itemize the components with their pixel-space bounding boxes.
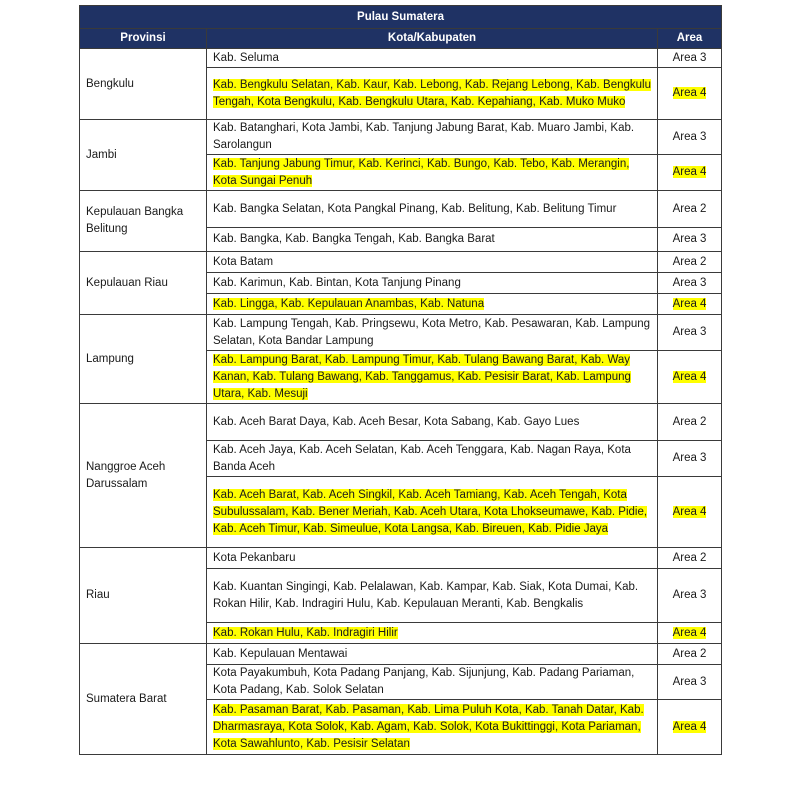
province-name: Lampung bbox=[80, 315, 207, 404]
area-badge: Area 3 bbox=[672, 452, 707, 464]
area-cell bbox=[658, 273, 722, 294]
area-cell bbox=[658, 569, 722, 623]
cities-cell bbox=[207, 252, 658, 273]
area-badge: Area 2 bbox=[672, 255, 707, 268]
province-name: Kepulauan Bangka Belitung bbox=[80, 191, 207, 252]
cities-text: Kab. Batanghari, Kota Jambi, Kab. Tanjung Jabung Barat, Kab. Muaro Jambi, Kab. Sarolangun bbox=[213, 122, 635, 151]
cities-text-highlighted: Kab. Aceh Barat, Kab. Aceh Singkil, Kab. Aceh Tamiang, Kab. Aceh Tengah, Kota Subulussalam, Kab. Bener Meriah, Kab. Aceh Utara, Kota Lhokseumawe, Kab. Pidie, Kab. Aceh Timur, Kab. Simeulue, Kota Langsa, Kab. Bireuen, Kab. Pidie Jaya bbox=[213, 488, 648, 535]
table-row bbox=[80, 191, 722, 228]
header-provinsi: Provinsi bbox=[80, 29, 207, 49]
table-row bbox=[80, 315, 722, 351]
cities-cell bbox=[207, 441, 658, 477]
table-title: Pulau Sumatera bbox=[80, 6, 722, 29]
cities-text: Kab. Kuantan Singingi, Kab. Pelalawan, Kab. Kampar, Kab. Siak, Kota Dumai, Kab. Rokan Hilir, Kab. Indragiri Hulu, Kab. Kepulauan Meranti, Kab. Bengkalis bbox=[213, 580, 639, 610]
table-row bbox=[80, 548, 722, 569]
cities-cell bbox=[207, 49, 658, 68]
cities-text: Kab. Bangka Selatan, Kota Pangkal Pinang, Kab. Belitung, Kab. Belitung Timur bbox=[213, 202, 617, 215]
area-badge: Area 2 bbox=[672, 415, 707, 428]
province-name: Jambi bbox=[80, 120, 207, 191]
cities-text-highlighted: Kab. Tanjung Jabung Timur, Kab. Kerinci, Kab. Bungo, Kab. Tebo, Kab. Merangin, Kota Sungai Penuh bbox=[213, 157, 630, 187]
cities-cell bbox=[207, 120, 658, 155]
area-badge-highlighted: Area 4 bbox=[672, 505, 707, 518]
area-badge: Area 2 bbox=[672, 647, 707, 660]
area-badge: Area 2 bbox=[672, 551, 707, 564]
area-cell bbox=[658, 315, 722, 351]
area-cell bbox=[658, 404, 722, 441]
cities-text-highlighted: Kab. Lampung Barat, Kab. Lampung Timur, Kab. Tulang Bawang Barat, Kab. Way Kanan, Kab. Tulang Bawang, Kab. Tanggamus, Kab. Pesisir Barat, Kab. Lampung Utara, Kab. Mesuji bbox=[213, 353, 631, 400]
cities-text: Kab. Lampung Tengah, Kab. Pringsewu, Kota Metro, Kab. Pesawaran, Kab. Lampung Selatan, Kota Bandar Lampung bbox=[213, 317, 651, 347]
area-cell bbox=[658, 252, 722, 273]
cities-cell bbox=[207, 569, 658, 623]
area-cell bbox=[658, 191, 722, 228]
table-row bbox=[80, 120, 722, 155]
area-cell bbox=[658, 351, 722, 404]
cities-cell bbox=[207, 155, 658, 191]
area-cell bbox=[658, 228, 722, 252]
cities-text: Kab. Bangka, Kab. Bangka Tengah, Kab. Bangka Barat bbox=[213, 233, 495, 245]
area-table-container bbox=[79, 5, 721, 755]
cities-cell bbox=[207, 665, 658, 700]
table-row bbox=[80, 404, 722, 441]
cities-text: Kab. Aceh Barat Daya, Kab. Aceh Besar, Kota Sabang, Kab. Gayo Lues bbox=[213, 415, 580, 428]
area-cell bbox=[658, 665, 722, 700]
cities-cell bbox=[207, 294, 658, 315]
cities-text: Kab. Karimun, Kab. Bintan, Kota Tanjung Pinang bbox=[213, 276, 461, 289]
area-badge: Area 3 bbox=[672, 233, 707, 245]
province-name: Sumatera Barat bbox=[80, 644, 207, 755]
cities-cell bbox=[207, 644, 658, 665]
area-badge: Area 3 bbox=[672, 326, 707, 338]
cities-cell bbox=[207, 273, 658, 294]
cities-text: Kab. Seluma bbox=[213, 51, 279, 64]
table-body bbox=[80, 49, 722, 755]
cities-cell bbox=[207, 68, 658, 120]
cities-cell bbox=[207, 351, 658, 404]
province-name: Riau bbox=[80, 548, 207, 644]
cities-text: Kab. Aceh Jaya, Kab. Aceh Selatan, Kab. Aceh Tenggara, Kab. Nagan Raya, Kota Banda Aceh bbox=[213, 443, 631, 473]
cities-cell bbox=[207, 315, 658, 351]
area-cell bbox=[658, 68, 722, 120]
area-badge: Area 3 bbox=[672, 276, 707, 289]
cities-cell bbox=[207, 404, 658, 441]
area-cell bbox=[658, 155, 722, 191]
area-cell bbox=[658, 477, 722, 548]
area-badge: Area 3 bbox=[672, 51, 707, 64]
area-cell bbox=[658, 441, 722, 477]
province-name: Kepulauan Riau bbox=[80, 252, 207, 315]
table-header-row bbox=[80, 29, 722, 49]
cities-text-highlighted: Kab. Lingga, Kab. Kepulauan Anambas, Kab. Natuna bbox=[213, 297, 485, 310]
cities-text-highlighted: Kab. Pasaman Barat, Kab. Pasaman, Kab. Lima Puluh Kota, Kab. Tanah Datar, Kab. Dharmasraya, Kota Solok, Kab. Agam, Kab. Solok, Kota Bukittinggi, Kota Pariaman, Kota Sawahlunto, Kab. Pesisir Selatan bbox=[213, 703, 644, 750]
cities-cell bbox=[207, 623, 658, 644]
cities-cell bbox=[207, 548, 658, 569]
table-row bbox=[80, 252, 722, 273]
area-badge-highlighted: Area 4 bbox=[672, 297, 707, 310]
area-cell bbox=[658, 700, 722, 755]
area-badge: Area 2 bbox=[672, 202, 707, 215]
area-badge-highlighted: Area 4 bbox=[672, 166, 707, 178]
cities-cell bbox=[207, 191, 658, 228]
area-cell bbox=[658, 49, 722, 68]
area-table bbox=[79, 5, 722, 755]
header-kota-kabupaten: Kota/Kabupaten bbox=[207, 29, 658, 49]
area-cell bbox=[658, 623, 722, 644]
area-badge: Area 3 bbox=[672, 130, 707, 143]
table-row bbox=[80, 644, 722, 665]
cities-cell bbox=[207, 700, 658, 755]
cities-text: Kab. Kepulauan Mentawai bbox=[213, 647, 348, 660]
table-title-row bbox=[80, 6, 722, 29]
cities-text: Kota Payakumbuh, Kota Padang Panjang, Kab. Sijunjung, Kab. Padang Pariaman, Kota Padang, Kab. Solok Selatan bbox=[213, 667, 635, 696]
header-area: Area bbox=[658, 29, 722, 49]
area-cell bbox=[658, 294, 722, 315]
cities-cell bbox=[207, 477, 658, 548]
area-badge-highlighted: Area 4 bbox=[672, 370, 707, 383]
area-cell bbox=[658, 120, 722, 155]
cities-text: Kota Pekanbaru bbox=[213, 551, 296, 564]
area-badge: Area 3 bbox=[672, 675, 707, 688]
area-cell bbox=[658, 548, 722, 569]
cities-cell bbox=[207, 228, 658, 252]
area-badge-highlighted: Area 4 bbox=[672, 87, 707, 99]
area-badge-highlighted: Area 4 bbox=[672, 626, 707, 639]
area-badge: Area 3 bbox=[672, 589, 707, 601]
area-badge-highlighted: Area 4 bbox=[672, 720, 707, 733]
cities-text-highlighted: Kab. Bengkulu Selatan, Kab. Kaur, Kab. Lebong, Kab. Rejang Lebong, Kab. Bengkulu Tengah, Kota Bengkulu, Kab. Bengkulu Utara, Kab. Kepahiang, Kab. Muko Muko bbox=[213, 78, 651, 108]
area-cell bbox=[658, 644, 722, 665]
province-name: Bengkulu bbox=[80, 49, 207, 120]
table-row bbox=[80, 49, 722, 68]
cities-text-highlighted: Kab. Rokan Hulu, Kab. Indragiri Hilir bbox=[213, 626, 398, 639]
province-name: Nanggroe Aceh Darussalam bbox=[80, 404, 207, 548]
cities-text: Kota Batam bbox=[213, 255, 274, 268]
